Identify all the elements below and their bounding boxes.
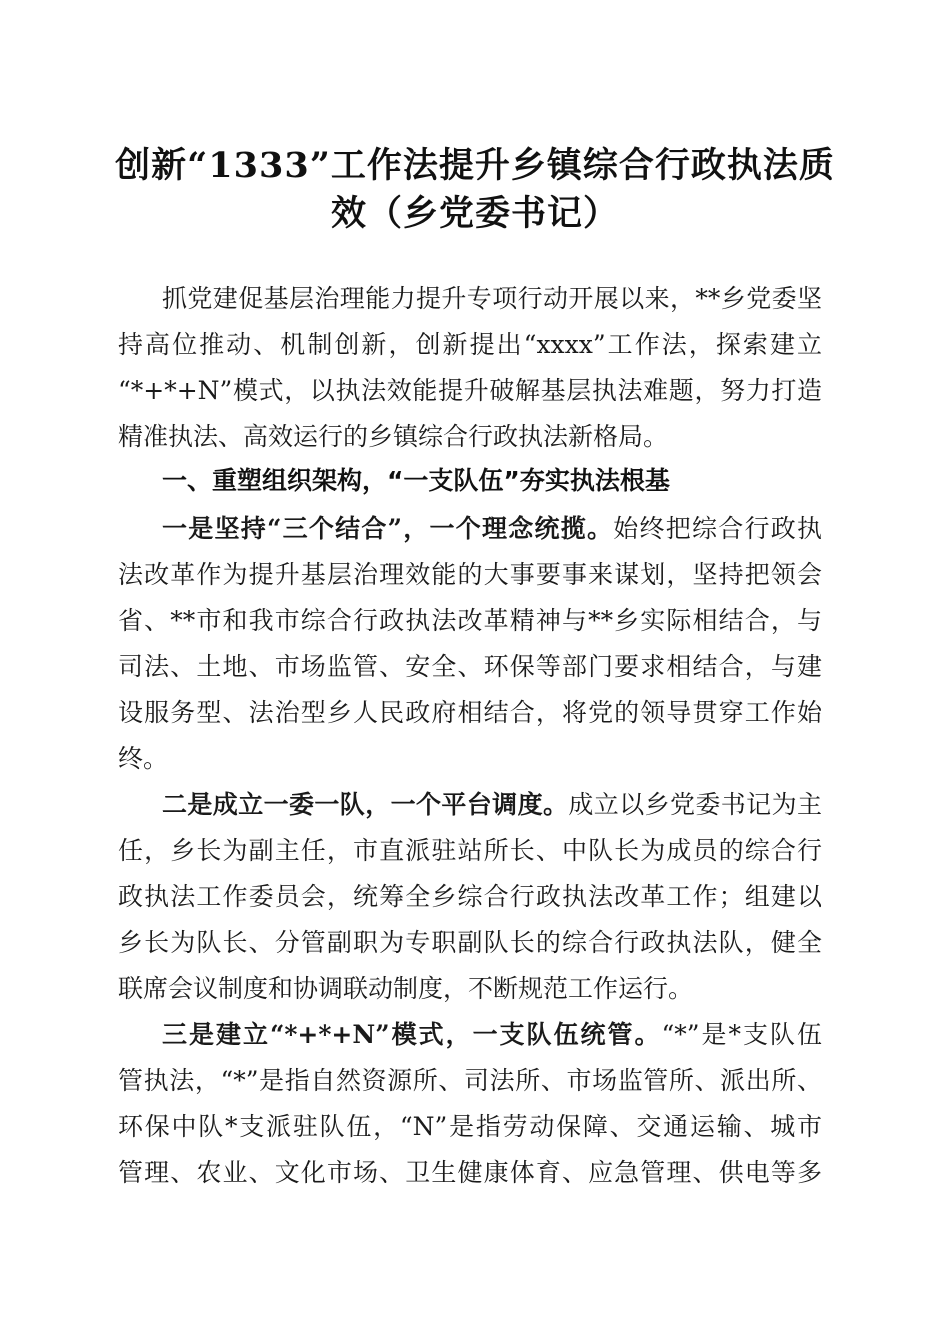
para1-line-3: 省、**市和我市综合行政执法改革精神与**乡实际相结合，与 [118,606,822,635]
para2-line-5: 联席会议制度和协调联动制度，不断规范工作运行。 [118,974,694,1003]
para1-line-2: 法改革作为提升基层治理效能的大事要事来谋划，坚持把领会 [118,560,822,589]
para3-line1-rest: “*”是*支队伍 [661,1020,823,1049]
para1-line-4: 司法、土地、市场监管、安全、环保等部门要求相结合，与建 [118,652,822,681]
para2-line-2: 任，乡长为副主任，市直派驻站所长、中队长为成员的综合行 [118,836,822,865]
para2-line-4: 乡长为队长、分管副职为专职副队长的综合行政执法队，健全 [118,928,822,957]
document-title-line1: 创新“1333”工作法提升乡镇综合行政执法质 [115,145,835,186]
document-title-line2: 效（乡党委书记） [330,193,619,234]
para3-line-2: 管执法，“*”是指自然资源所、司法所、市场监管所、派出所、 [118,1066,822,1095]
para3-line-4: 管理、农业、文化市场、卫生健康体育、应急管理、供电等多 [118,1158,822,1187]
para2-line1-rest: 成立以乡党委书记为主 [568,790,822,819]
para1-lead: 一是坚持“三个结合”，一个理念统揽。 [162,514,614,543]
para1-line-5: 设服务型、法治型乡人民政府相结合，将党的领导贯穿工作始 [118,698,822,727]
intro-line-3: “*+*+N”模式，以执法效能提升破解基层执法难题，努力打造 [118,376,822,405]
para1-line-1 [162,514,822,544]
para3-lead: 三是建立“*+*+N”模式，一支队伍统管。 [162,1020,662,1049]
para2-line-1 [162,790,822,820]
intro-line-1: 抓党建促基层治理能力提升专项行动开展以来，**乡党委坚 [162,284,822,313]
para3-line-3: 环保中队*支派驻队伍，“N”是指劳动保障、交通运输、城市 [118,1112,822,1141]
para2-lead: 二是成立一委一队，一个平台调度。 [162,790,569,819]
para1-line-6: 终。 [118,744,169,773]
para2-line-3: 政执法工作委员会，统筹全乡综合行政执法改革工作；组建以 [118,882,822,911]
section1-heading: 一、重塑组织架构，“一支队伍”夯实执法根基 [162,466,670,495]
para3-line-1 [162,1020,822,1050]
para1-line1-rest: 始终把综合行政执 [613,514,822,543]
intro-line-4: 精准执法、高效运行的乡镇综合行政执法新格局。 [118,422,669,451]
intro-line-2: 持高位推动、机制创新，创新提出“xxxx”工作法，探索建立 [118,330,822,359]
